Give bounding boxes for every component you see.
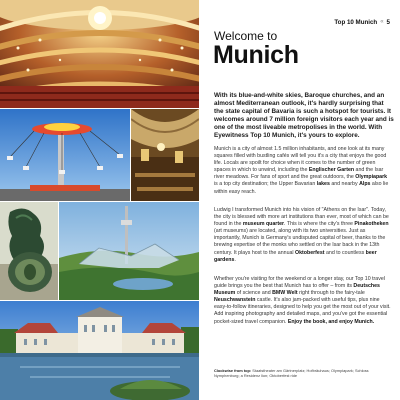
photo-olympiapark <box>59 202 199 300</box>
body-paragraph-3 <box>214 276 392 326</box>
paragraph-text: is a top city destination; the Upper Bavarian <box>214 181 317 188</box>
photo-schloss-nymphenburg <box>0 301 199 400</box>
text-column <box>202 0 400 400</box>
welcome-heading: Welcome to <box>214 29 278 43</box>
highlighted-term: lakes <box>316 181 330 188</box>
paragraph-text: and the Isar river meadows. For fans of sport and the great outdoors, the <box>214 167 384 181</box>
paragraph-text: . This is where the city's three <box>284 221 355 228</box>
paragraph-text: Whether you're visiting for the weekend or a longer stay, our Top 10 travel guide brings you the best that Munich has to offer – from its <box>214 276 385 290</box>
highlighted-term: Neuschwanstein <box>214 297 256 304</box>
body-paragraph-1 <box>214 146 392 196</box>
highlighted-term: Englischer Garten <box>308 167 355 174</box>
paragraph-text: . <box>234 256 236 263</box>
caption-label: Clockwise from top: <box>214 368 252 373</box>
highlighted-term: museum quarter <box>242 221 285 228</box>
intro-paragraph: With its blue-and-white skies, Baroque churches, and an almost Mediterranean outlook, it's hardly surprising that the state capital of Bavaria is such a hotspot for tourists. It welcomes around 7 million foreign visitors each year and is one of the most liveable metropolises in the world. With Eyewitness Top 10 Munich, it's yours to explore. <box>214 92 394 140</box>
paragraph-text: also lie within easy reach. <box>214 181 389 195</box>
highlighted-term: Pinakotheken <box>354 221 389 228</box>
paragraph-text: right through to the fairy-tale <box>297 290 365 297</box>
highlighted-term: beer gardens <box>214 249 377 263</box>
paragraph-text: and nearby <box>329 181 360 188</box>
paragraph-text: of science and <box>235 290 273 297</box>
photo-residenz-lion <box>0 202 58 300</box>
body-paragraph-2 <box>214 207 392 264</box>
highlighted-term: Olympiapark <box>355 174 388 181</box>
paragraph-text: castle. It's also jam-packed with useful tips, plus nine easy-to-follow itineraries, designed to help you get the most out of your visit. Add inspiring photography and detailed maps, and you've got the essential pocket-sized travel companion. <box>214 297 391 325</box>
highlighted-term: Alps <box>359 181 371 188</box>
highlighted-term: Deutsches Museum <box>214 283 380 297</box>
running-head <box>334 17 390 27</box>
photo-oktoberfest-ride <box>0 109 130 201</box>
paragraph-text: (art museums) are located, along with its two universities. Just as importantly, Munich is Germany's undisputed capital of beer, thanks to the brewing expertise of the monks who settled on the Isar back in the 13th century. It plays host to the annual <box>214 228 386 256</box>
photo-caption <box>214 368 392 378</box>
running-head-separator: « <box>380 19 384 25</box>
photo-beer-hall <box>131 109 199 201</box>
paragraph-text: Munich is a city of almost 1.5 million inhabitants, and one look at its many squares filled with bustling cafés will tell you it's a city that enjoys the good life. Locals are spoilt for choice when it comes to the number of green spaces in which to unwind, including the <box>214 146 387 174</box>
photo-theatre <box>0 0 199 108</box>
highlighted-term: BMW Welt <box>272 290 298 297</box>
caption-text: Staatstheater am Gärtnerplatz; Hofbräuhaus; Olympiapark; Schloss Nymphenburg; a Residenz lion; Oktoberfest ride <box>214 368 369 378</box>
highlighted-term: Enjoy the book, and enjoy Munich. <box>287 318 375 325</box>
paragraph-text: Ludwig I transformed Munich into his vision of "Athens on the Isar". Today, the city is blessed with more art institutions than ever, most of which can be found in the <box>214 207 389 228</box>
paragraph-text: and to countless <box>324 249 366 256</box>
page-title: Munich <box>213 41 299 69</box>
book-title: Top 10 Munich <box>334 18 378 26</box>
highlighted-term: Oktoberfest <box>295 249 325 256</box>
page-number: 5 <box>386 18 390 26</box>
